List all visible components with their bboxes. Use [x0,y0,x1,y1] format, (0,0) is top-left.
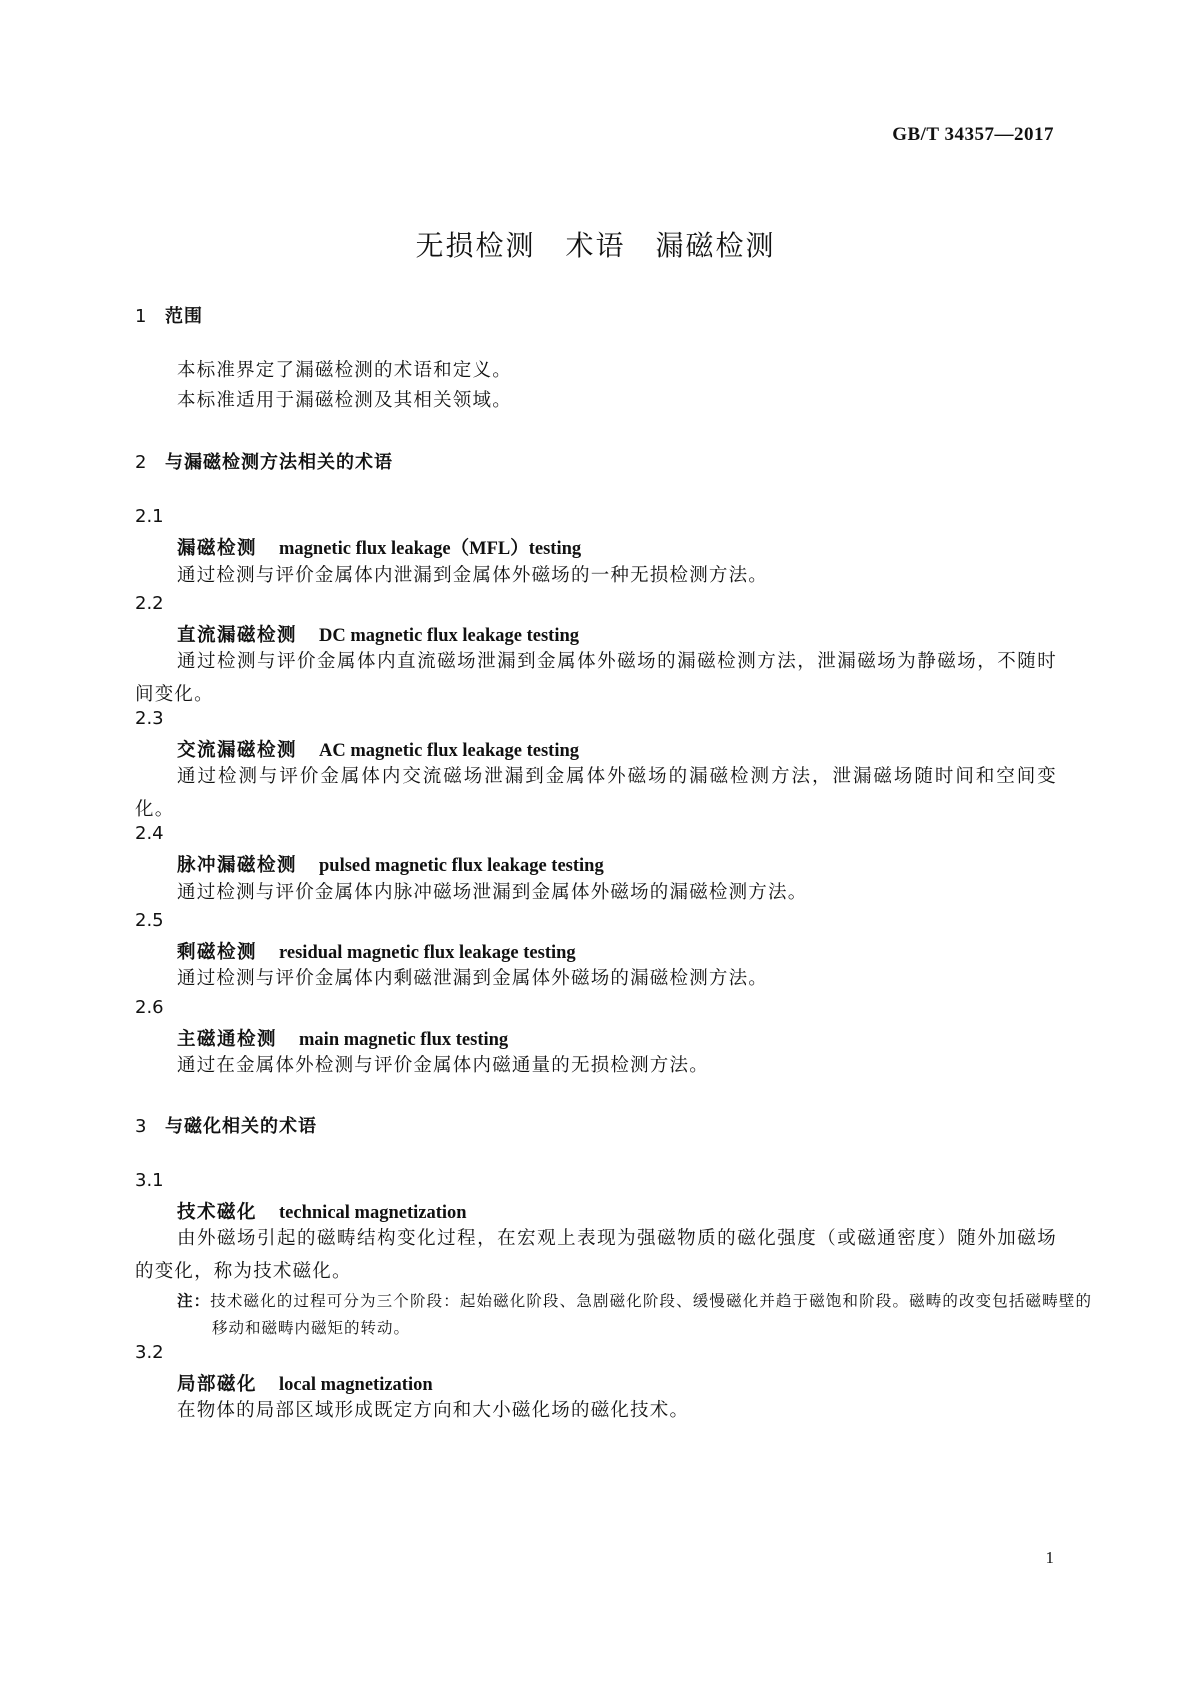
term-english: magnetic flux leakage（MFL）testing [279,539,582,559]
section-title: 与漏磁检测方法相关的术语 [165,452,393,473]
document-title: 无损检测 术语 漏磁检测 [415,229,776,262]
term-heading [177,1025,508,1051]
term-english: residual magnetic flux leakage testing [279,943,576,963]
clause-number: 2.3 [135,708,164,729]
term-heading [177,1198,467,1224]
section-number: 3 [135,1116,148,1137]
term-note [177,1287,1092,1342]
term-definition: 通过在金属体外检测与评价金属体内磁通量的无损检测方法。 [177,1055,709,1076]
section-1-heading [135,302,203,328]
clause-number: 2.5 [135,910,164,931]
term-english: technical magnetization [279,1203,467,1223]
term-chinese: 技术磁化 [177,1202,258,1223]
section-2-heading [135,448,393,474]
term-chinese: 漏磁检测 [177,538,258,559]
section-3-heading [135,1112,317,1138]
term-english: pulsed magnetic flux leakage testing [319,856,604,876]
term-english: local magnetization [279,1375,433,1395]
section-title: 与磁化相关的术语 [165,1116,317,1137]
clause-number: 3.2 [135,1342,164,1363]
term-heading [177,621,579,647]
term-chinese: 交流漏磁检测 [177,740,298,761]
note-label: 注： [177,1291,211,1310]
section-number: 2 [135,452,148,473]
term-english: AC magnetic flux leakage testing [319,741,580,761]
term-definition: 通过检测与评价金属体内交流磁场泄漏到金属体外磁场的漏磁检测方法，泄漏磁场随时间和空间变化。 [135,766,1057,820]
scope-paragraph-1: 本标准界定了漏磁检测的术语和定义。 [177,360,512,381]
term-heading [177,851,604,877]
term-chinese: 局部磁化 [177,1374,258,1395]
scope-paragraph-2: 本标准适用于漏磁检测及其相关领域。 [177,390,512,411]
section-title: 范围 [165,306,203,327]
clause-number: 2.1 [135,506,164,527]
term-heading [177,534,581,560]
term-definition: 通过检测与评价金属体内泄漏到金属体外磁场的一种无损检测方法。 [177,565,769,586]
term-english: main magnetic flux testing [299,1030,509,1050]
term-heading [177,736,579,762]
term-chinese: 主磁通检测 [177,1029,278,1050]
section-number: 1 [135,306,148,327]
clause-number: 2.4 [135,823,164,844]
term-heading [177,1370,433,1396]
page-number: 1 [1045,1548,1054,1567]
term-definition: 通过检测与评价金属体内剩磁泄漏到金属体外磁场的漏磁检测方法。 [177,968,769,989]
term-definition: 在物体的局部区域形成既定方向和大小磁化场的磁化技术。 [177,1400,690,1421]
clause-number: 3.1 [135,1170,164,1191]
term-definition: 通过检测与评价金属体内直流磁场泄漏到金属体外磁场的漏磁检测方法，泄漏磁场为静磁场，不随时间变化。 [135,651,1057,705]
standard-code: GB/T 34357—2017 [892,124,1054,145]
term-definition: 由外磁场引起的磁畴结构变化过程，在宏观上表现为强磁物质的磁化强度（或磁通密度）随外加磁场的变化，称为技术磁化。 [135,1228,1057,1282]
term-english: DC magnetic flux leakage testing [319,626,580,646]
clause-number: 2.6 [135,997,164,1018]
term-definition: 通过检测与评价金属体内脉冲磁场泄漏到金属体外磁场的漏磁检测方法。 [177,882,808,903]
term-chinese: 剩磁检测 [177,942,258,963]
term-chinese: 直流漏磁检测 [177,625,298,646]
term-chinese: 脉冲漏磁检测 [177,855,298,876]
term-heading [177,938,576,964]
clause-number: 2.2 [135,593,164,614]
note-text: 技术磁化的过程可分为三个阶段：起始磁化阶段、急剧磁化阶段、缓慢磁化并趋于磁饱和阶段。磁畴的改变包括磁畴壁的移动和磁畴内磁矩的转动。 [210,1292,1092,1337]
